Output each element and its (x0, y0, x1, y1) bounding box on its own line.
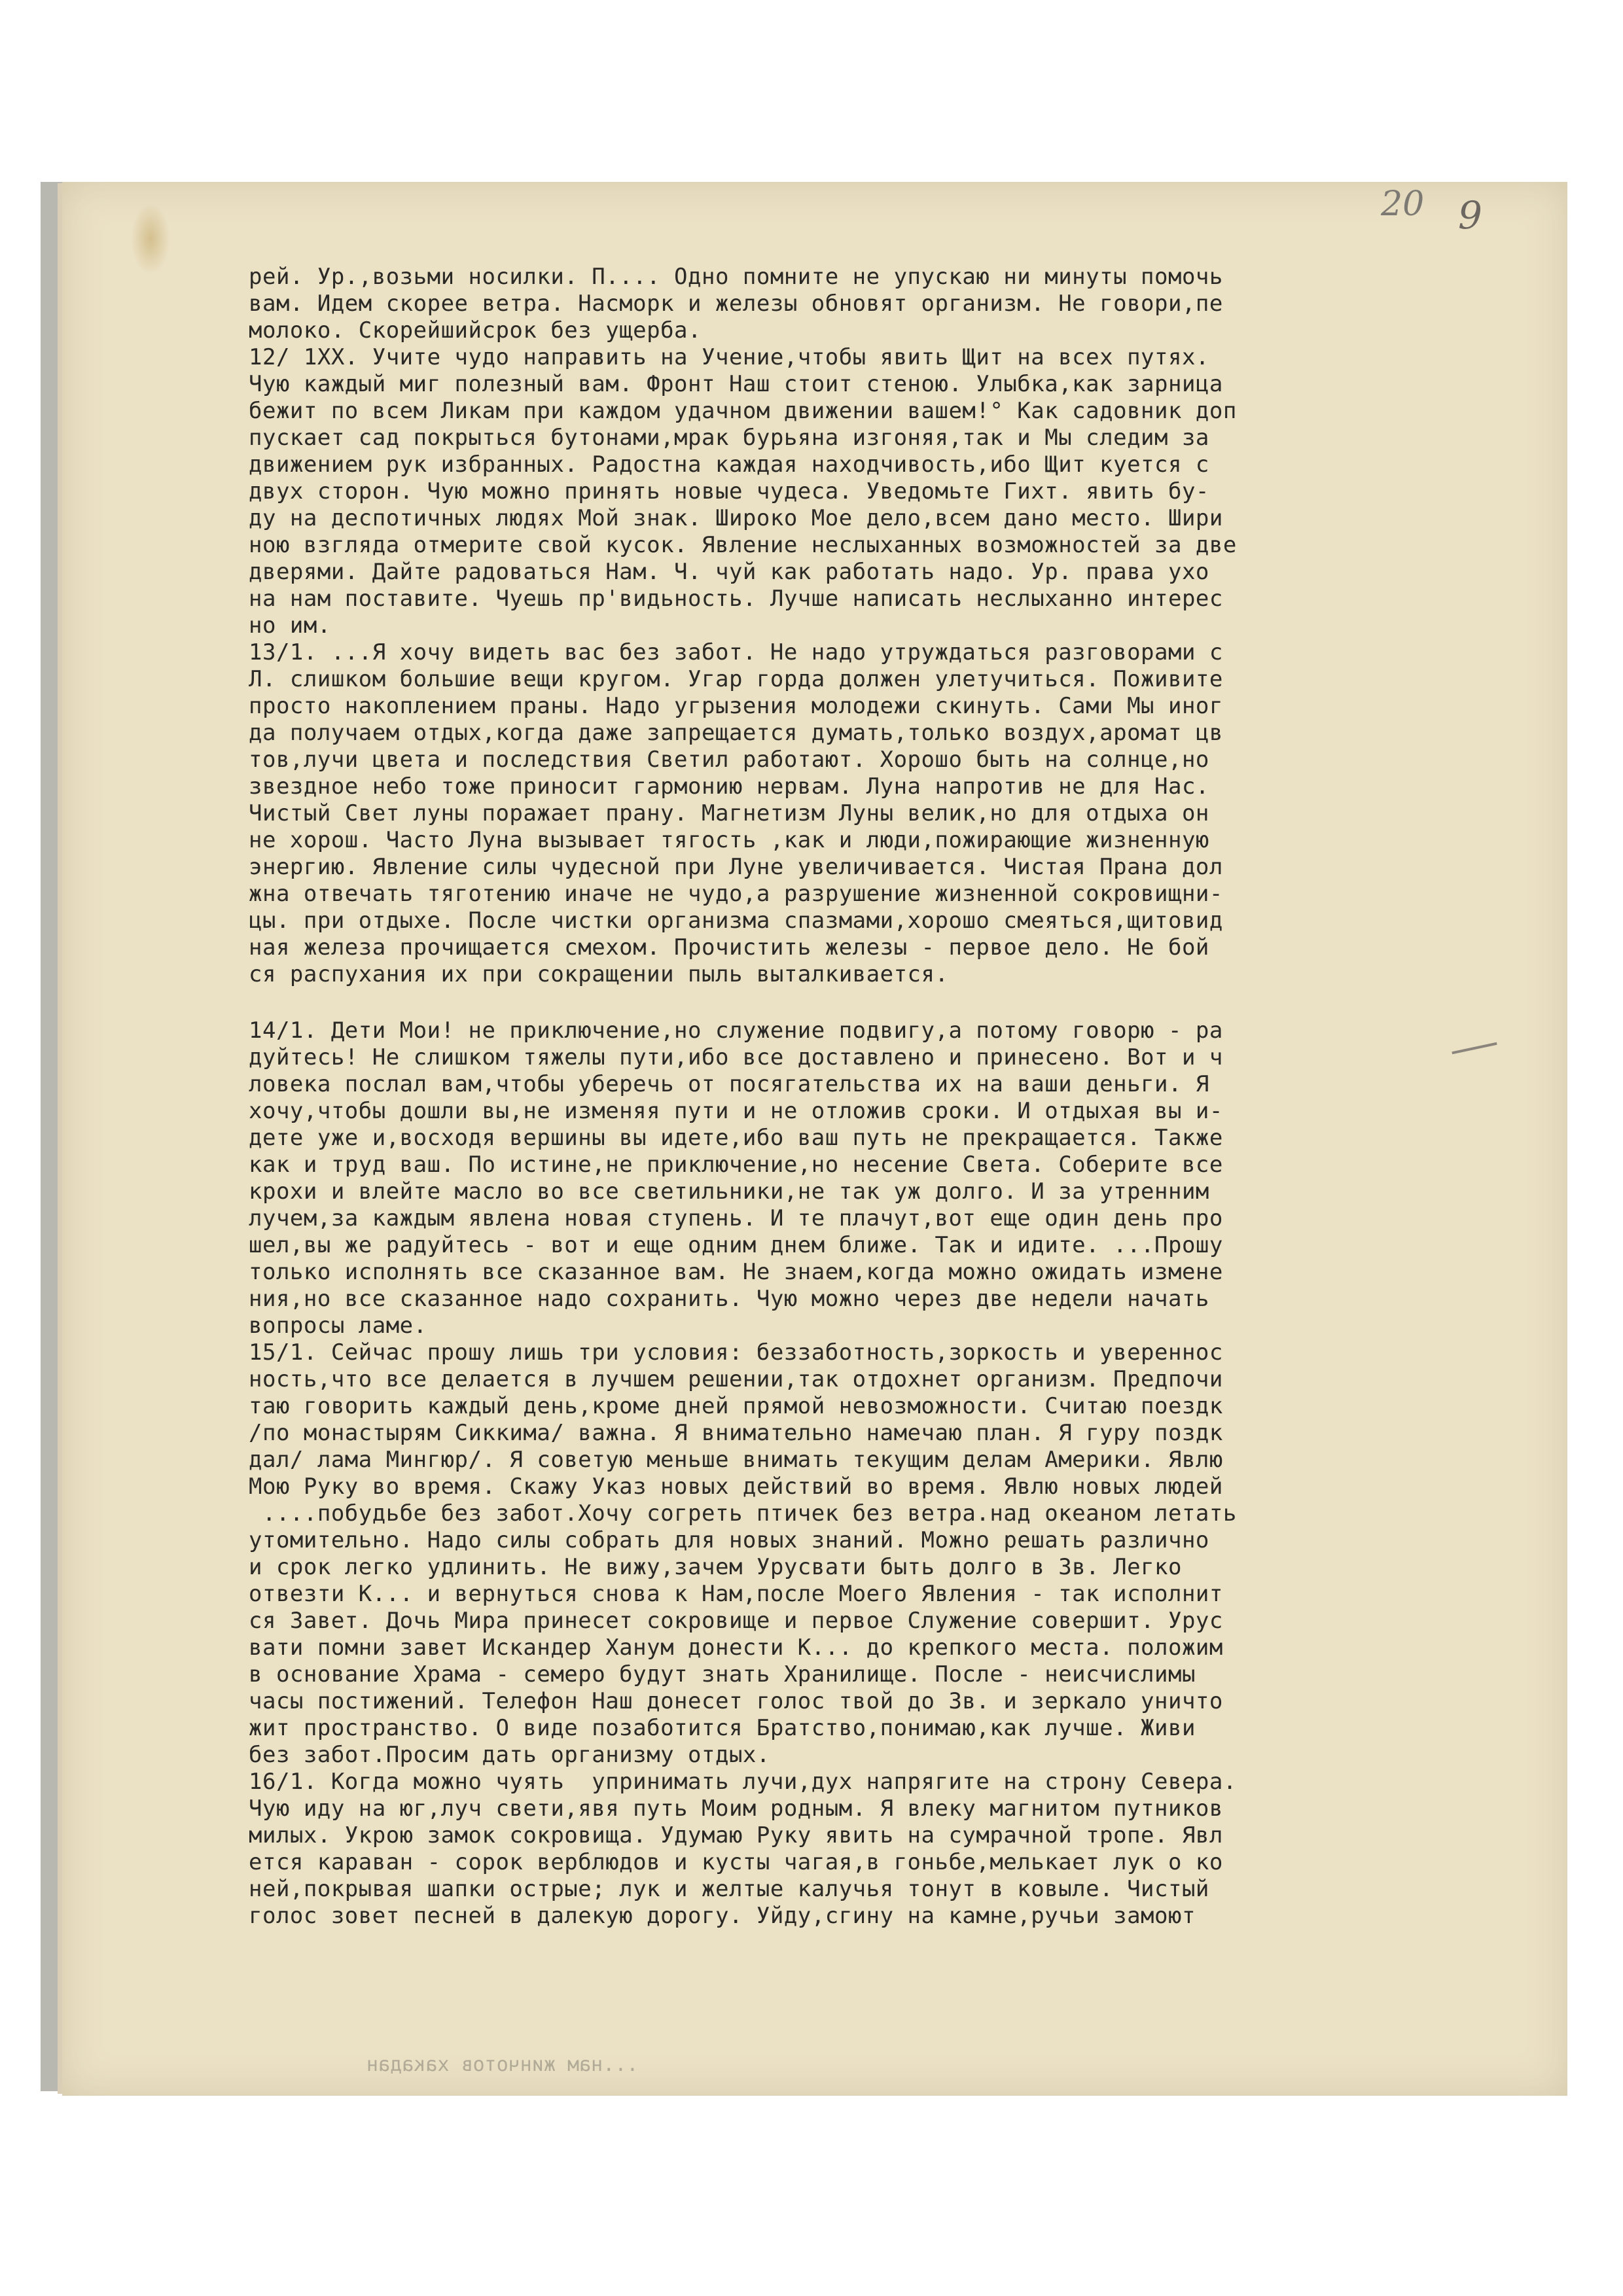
text-line: ней,покрывая шапки острые; лук и желтые калучья тонут в ковыле. Чистый (249, 1876, 1209, 1902)
paragraph-gap (249, 988, 1427, 1017)
text-line: лучем,за каждым явлена новая ступень. И те плачут,вот еще один день про (249, 1205, 1223, 1231)
text-line: 15/1. Сейчас прошу лишь три условия: беззаботность,зоркость и увереннос (249, 1339, 1223, 1366)
text-line: Мою Руку во время. Скажу Указ новых действий во время. Явлю новых людей (249, 1474, 1223, 1500)
text-line: отвезти К... и вернуться снова к Нам,после Моего Явления - так исполнит (249, 1581, 1223, 1607)
text-line: молоко. Скорейшийсрок без ущерба. (249, 317, 702, 344)
text-line: ся Завет. Дочь Мира принесет сокровище и первое Служение совершит. Урус (249, 1608, 1223, 1634)
text-line: шел,вы же радуйтесь - вот и еще одним днем ближе. Так и идите. ...Прошу (249, 1232, 1223, 1258)
page-number: 20 (1381, 185, 1425, 224)
text-line: просто накоплением праны. Надо угрызения молодежи скинуть. Сами Мы иног (249, 693, 1223, 719)
text-line: только исполнять все сказанное вам. Не знаем,когда можно ожидать измене (249, 1259, 1223, 1285)
text-line: вати помни завет Искандер Ханум донести К... до крепкого места. положим (249, 1634, 1223, 1661)
text-line: дверями. Дайте радоваться Нам. Ч. чуй как работать надо. Ур. права ухо (249, 559, 1209, 585)
text-line: 14/1. Дети Мои! не приключение,но служение подвигу,а потому говорю - ра (249, 1017, 1223, 1044)
text-line: ловека послал вам,чтобы уберечь от посягательства их на ваши деньги. Я (249, 1071, 1209, 1097)
corner-mark: 9 (1458, 193, 1482, 238)
text-line: в основание Храма - семеро будут знать Хранилище. После - неисчислимы (249, 1661, 1196, 1687)
text-line: голос зовет песней в далекую дорогу. Уйду,сгину на камне,ручьи замоют (249, 1903, 1196, 1929)
text-line: /по монастырям Сиккима/ важна. Я внимательно намечаю план. Я гуру поздк (249, 1420, 1223, 1446)
text-line: таю говорить каждый день,кроме дней прямой невозможности. Считаю поездк (249, 1393, 1223, 1419)
text-line: как и труд ваш. По истине,не приключение,но несение Света. Соберите все (249, 1152, 1223, 1178)
text-line: ....побудьбе без забот.Хочу согреть птичек без ветра.над океаном летать (249, 1500, 1237, 1527)
text-line: двух сторон. Чую можно принять новые чудеса. Уведомьте Гихт. явить бу- (249, 478, 1209, 504)
text-line: но им. (249, 612, 331, 639)
typewritten-text (249, 264, 1427, 1930)
text-line: без забот.Просим дать организму отдых. (249, 1742, 770, 1768)
text-line: часы постижений. Телефон Наш донесет голос твой до Зв. и зеркало уничто (249, 1688, 1223, 1714)
text-line: 16/1. Когда можно чуять упринимать лучи,дух напрягите на строну Севера. (249, 1769, 1237, 1795)
text-line: пускает сад покрыться бутонами,мрак бурьяна изгоняя,так и Мы следим за (249, 425, 1209, 451)
text-line: ная железа прочищается смехом. Прочистить железы - первое дело. Не бой (249, 934, 1209, 961)
paper-stain (131, 203, 170, 275)
text-line: да получаем отдых,когда даже запрещается думать,только воздух,аромат цв (249, 720, 1223, 746)
text-line: ся распухания их при сокращении пыль выталкивается. (249, 961, 949, 987)
text-line: ду на деспотичных людях Мой знак. Широко Мое дело,всем дано место. Шири (249, 505, 1223, 531)
text-line: тов,лучи цвета и последствия Светил работают. Хорошо быть на солнце,но (249, 747, 1209, 773)
text-line: дуйтесь! Не слишком тяжелы пути,ибо все доставлено и принесено. Вот и ч (249, 1044, 1223, 1070)
text-line: дал/ лама Мингюр/. Я советую меньше внимать текущим делам Америки. Явлю (249, 1447, 1223, 1473)
text-line: Л. слишком большие вещи кругом. Угар горда должен улетучиться. Поживите (249, 666, 1223, 692)
text-line: 13/1. ...Я хочу видеть вас без забот. Не надо утруждаться разговорами с (249, 639, 1223, 665)
text-line: дете уже и,восходя вершины вы идете,ибо ваш путь не прекращается. Также (249, 1125, 1223, 1151)
text-line: на нам поставите. Чуешь пр'видьность. Лучше написать неслыханно интерес (249, 586, 1223, 612)
text-line: цы. при отдыхе. После чистки организма спазмами,хорошо смеяться,щитовид (249, 908, 1223, 934)
text-line: Чистый Свет луны поражает прану. Магнетизм Луны велик,но для отдыха он (249, 800, 1209, 826)
text-line: рей. Ур.,возьми носилки. П.... Одно помните не упускаю ни минуты помочь (249, 264, 1223, 290)
text-line: вопросы ламе. (249, 1313, 427, 1339)
text-line: бежит по всем Ликам при каждом удачном движении вашем!° Как садовник доп (249, 398, 1237, 424)
text-line: ется караван - сорок верблюдов и кусты чагая,в гоньбе,мелькает лук о ко (249, 1849, 1223, 1875)
text-line: ною взгляда отмерите свой кусок. Явление неслыханных возможностей за две (249, 532, 1237, 558)
text-line: крохи и влейте масло во все светильники,не так уж долго. И за утренним (249, 1178, 1209, 1205)
text-line: энергию. Явление силы чудесной при Луне увеличивается. Чистая Прана дол (249, 854, 1223, 880)
text-line: хочу,чтобы дошли вы,не изменяя пути и не отложив сроки. И отдыхая вы и- (249, 1098, 1223, 1124)
text-line: Чую каждый миг полезный вам. Фронт Наш стоит стеною. Улыбка,как зарница (249, 371, 1223, 397)
text-line: ния,но все сказанное надо сохранить. Чую можно через две недели начать (249, 1286, 1209, 1312)
text-line: жит пространство. О виде позаботится Братство,понимаю,как лучше. Живи (249, 1715, 1196, 1741)
text-line: 12/ 1ХХ. Учите чудо направить на Учение,чтобы явить Щит на всех путях. (249, 344, 1209, 370)
text-line: и срок легко удлинить. Не вижу,зачем Урусвати быть долго в Зв. Легко (249, 1554, 1182, 1580)
bleed-through-text: ...нам жинчотов хакадан (366, 2053, 639, 2076)
text-line: Чую иду на юг,луч свети,явя путь Моим родным. Я влеку магнитом путников (249, 1795, 1223, 1822)
text-line: звездное небо тоже приносит гармонию нервам. Луна напротив не для Нас. (249, 773, 1209, 800)
text-line: ность,что все делается в лучшем решении,так отдохнет организм. Предпочи (249, 1366, 1223, 1392)
text-line: не хорош. Часто Луна вызывает тягость ,как и люди,пожирающие жизненную (249, 827, 1209, 853)
text-line: утомительно. Надо силы собрать для новых знаний. Можно решать различно (249, 1527, 1209, 1553)
text-line: вам. Идем скорее ветра. Насморк и железы обновят организм. Не говори,пе (249, 291, 1223, 317)
text-line: милых. Укрою замок сокровища. Удумаю Руку явить на сумрачной тропе. Явл (249, 1822, 1223, 1848)
text-line: движением рук избранных. Радостна каждая находчивость,ибо Щит куется с (249, 451, 1209, 478)
text-line: жна отвечать тяготению иначе не чудо,а разрушение жизненной сокровищни- (249, 881, 1223, 907)
